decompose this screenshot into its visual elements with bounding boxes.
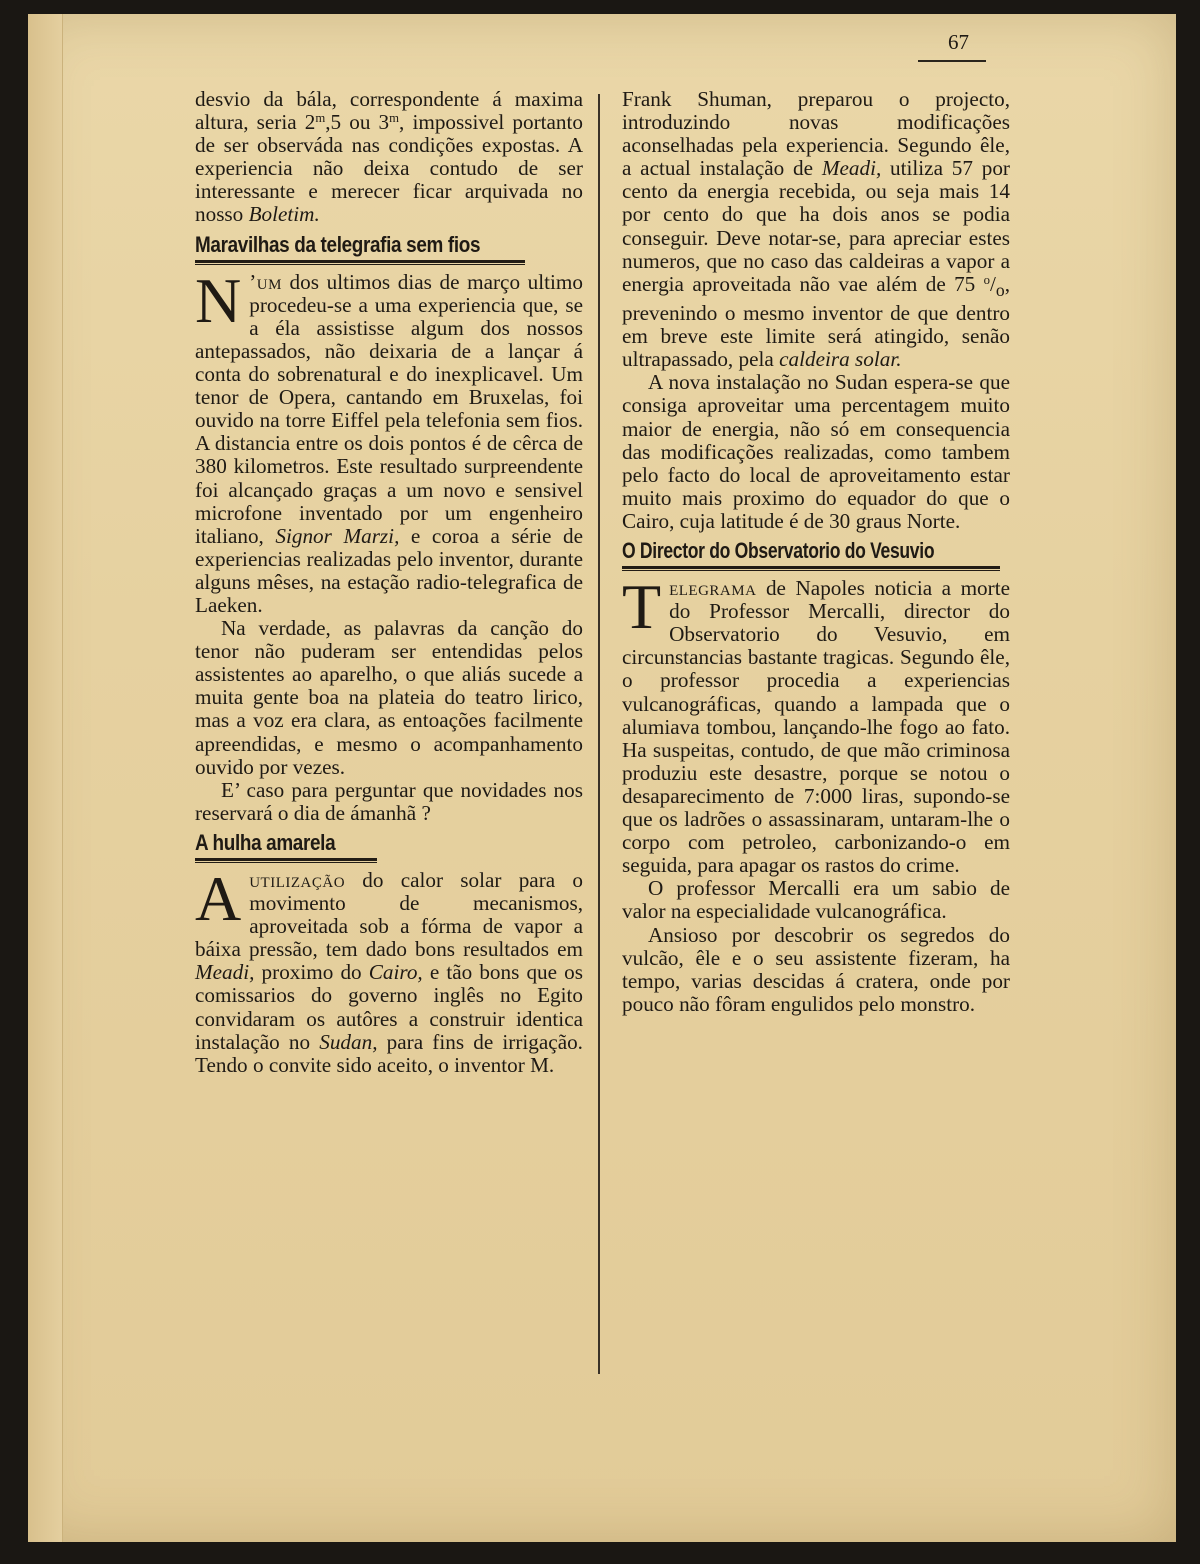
article-hulha-paragraph-1: Autilização do calor solar para o movimento de mecanismos, aproveitada sob a fórma de vapor a báixa pressão, tem dado bons resultados em Meadi, proximo do Cairo, e tão bons que os comissarios do governo inglês no Egito convidaram os autôres a construir identica instalação no Sudan, para fins de irrigação. Tendo o convite sido aceito, o inventor M.: [195, 863, 583, 1077]
article-hulha-paragraph-3: A nova instalação no Sudan espera-se que consiga aproveitar uma percentagem muito maior de energia, não só em consequencia das modificações realizadas, como tambem pelo facto do local de aproveitamento estar muito mais proximo do equador do que o Cairo, cuja latitude é de 30 graus Norte.: [622, 370, 1010, 533]
heading-director-observatorio: O Director do Observatorio do Vesuvio: [622, 538, 935, 564]
article-vesuvio-paragraph-1: Telegrama de Napoles noticia a morte do Professor Mercalli, director do Observatorio do Vesuvio, em circunstancias bastante tragicas. Segundo êle, o professor procedia a experiencias vulcanográficas, quando a lampada que o alumiava tombou, lançando-lhe fogo ao fato. Ha suspeitas, contudo, de que mão criminosa produziu este desastre, porque se notou o desaparecimento de 7:000 liras, supondo-se que os ladrões o assassinaram, untaram-lhe o corpo com petroleo, carbonizando-o em seguida, para apagar os rastos do crime.: [622, 571, 1010, 878]
right-column: [622, 88, 1010, 1016]
heading-hulha-amarela: A hulha amarela: [195, 829, 336, 855]
heading-telegrafia: Maravilhas da telegrafia sem fios: [195, 231, 481, 257]
article-vesuvio-paragraph-3: Ansioso por descobrir os segredos do vulcão, êle e o seu assistente fizeram, ha tempo, varias descidas á cratera, onde por pouco não fôram engulidos pelo monstro.: [622, 922, 1010, 1016]
binding-edge: [28, 14, 63, 1542]
heading-rule: [622, 566, 1000, 571]
heading-rule: [195, 260, 525, 265]
article-telegrafia-paragraph-2: Na verdade, as palavras da canção do tenor não puderam ser entendidas pelos assistentes ao aparelho, o que aliás sucede a muita gente boa na plateia do teatro lirico, mas a voz era clara, as entoações facilmente apreendidas, e mesmo o acompanhamento ouvido por vezes.: [195, 616, 583, 779]
continued-paragraph: desvio da bála, correspondente á maxima altura, seria 2$^m$,5 ou 3$^m$, impossivel portanto de ser observáda nas condições expostas. A experiencia não deixa contudo de ser interessante e merecer ficar arquivada no nosso Boletim.: [195, 87, 583, 227]
article-telegrafia-paragraph-1: N ’um dos ultimos dias de março ultimo procedeu-se a uma experiencia que, se a éla assistisse algum dos nossos antepassados, não deixaria de a lançar á conta do sobrenatural e do inexplicavel. Um tenor de Opera, cantando em Bruxelas, foi ouvido na torre Eiffel pela telefonia sem fios. A distancia entre os dois pontos é de cêrca de 380 kilometros. Este resultado surpreendente foi alcançado graças a um novo e sensivel microfone inventado por um engenheiro italiano, Signor Marzi, e coroa a série de experiencias realizadas pelo inventor, durante alguns mêses, na estação radio-telegrafica de Laeken.: [195, 264, 583, 617]
page-number-rule: [918, 60, 986, 62]
article-vesuvio-paragraph-2: O professor Mercalli era um sabio de valor na especialidade vulcanográfica.: [622, 876, 1010, 924]
article-hulha-paragraph-2: Frank Shuman, preparou o projecto, introduzindo novas modificações aconselhadas pela experiencia. Segundo êle, a actual instalação de Meadi, utiliza 57 por cento da energia recebida, ou seja mais 14 por cento do que ha dois anos se podia conseguir. Deve notar-se, para apreciar estes numeros, que no caso das caldeiras a vapor a energia aproveitada não vae além de 75 $^o/_o$, prevenindo o mesmo inventor de que dentro em breve este limite será atingido, senão ultrapassado, pela caldeira solar.: [622, 87, 1010, 372]
left-column: [195, 88, 583, 1077]
page-number: 67: [948, 30, 969, 54]
column-divider: [598, 94, 600, 1374]
article-telegrafia-paragraph-3: E’ caso para perguntar que novidades nos reservará o dia de ámanhã ?: [195, 777, 583, 825]
dropcap-a: A: [195, 863, 242, 934]
dropcap-t: T: [622, 571, 662, 643]
dropcap-n: N: [195, 264, 242, 336]
